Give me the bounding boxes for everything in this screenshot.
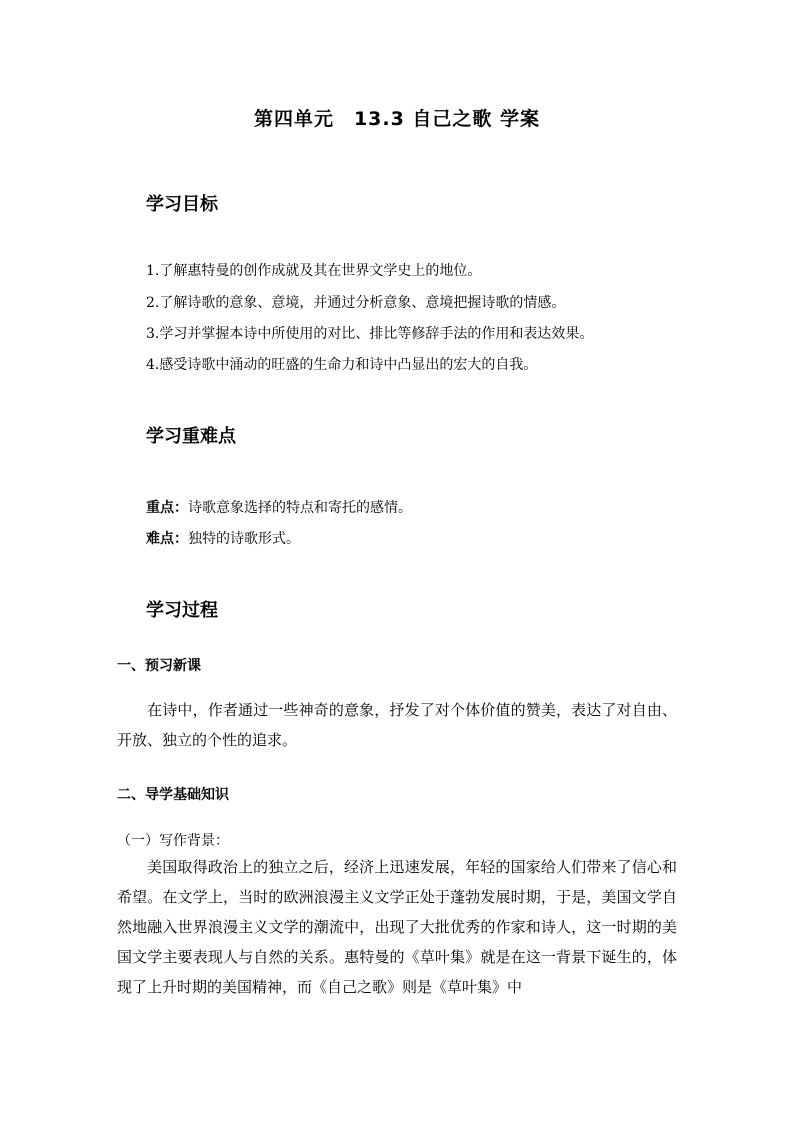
objective-item-2: 2.了解诗歌的意象、意境，并通过分析意象、意境把握诗歌的情感。 (146, 295, 566, 311)
background-text: 美国取得政治上的独立之后，经济上迅速发展，年轻的国家给人们带来了信心和希望。在文学上，当时的欧洲浪漫主义文学正处于蓬勃发展时期，于是，美国文学自然地融入世界浪漫主义文学的潮流中，出现了大批优秀的作家和诗人，这一时期的美国文学主要表现人与自然的关系。惠特曼的《草叶集》就是在这一背景下诞生的，体现了上升时期的美国精神，而《自己之歌》则是《草叶集》中 (117, 858, 677, 996)
difficulty-label: 难点： (146, 531, 188, 547)
key-points-heading: 学习重难点 (146, 426, 236, 447)
preview-text: 在诗中，作者通过一些神奇的意象，抒发了对个体价值的赞美，表达了对自由、开放、独立的个性的追求。 (117, 701, 677, 749)
focus-label: 重点： (146, 500, 188, 516)
page-title: 第四单元 13.3 自己之歌 学案 (253, 108, 541, 130)
objective-item-3: 3.学习并掌握本诗中所使用的对比、排比等修辞手法的作用和表达效果。 (146, 326, 594, 342)
objective-item-1: 1.了解惠特曼的创作成就及其在世界文学史上的地位。 (146, 263, 482, 279)
difficulty-line (146, 528, 300, 548)
basics-heading: 二、导学基础知识 (117, 787, 229, 803)
focus-text: 诗歌意象选择的特点和寄托的感情。 (188, 500, 412, 516)
preview-paragraph (117, 695, 677, 755)
background-paragraph (117, 852, 677, 1002)
focus-line (146, 497, 412, 517)
preview-heading: 一、预习新课 (117, 658, 201, 674)
background-label: （一）写作背景： (117, 833, 229, 849)
process-heading: 学习过程 (146, 600, 218, 621)
difficulty-text: 独特的诗歌形式。 (188, 531, 300, 547)
objective-item-4: 4.感受诗歌中涌动的旺盛的生命力和诗中凸显出的宏大的自我。 (146, 357, 538, 373)
objectives-heading: 学习目标 (146, 194, 218, 215)
